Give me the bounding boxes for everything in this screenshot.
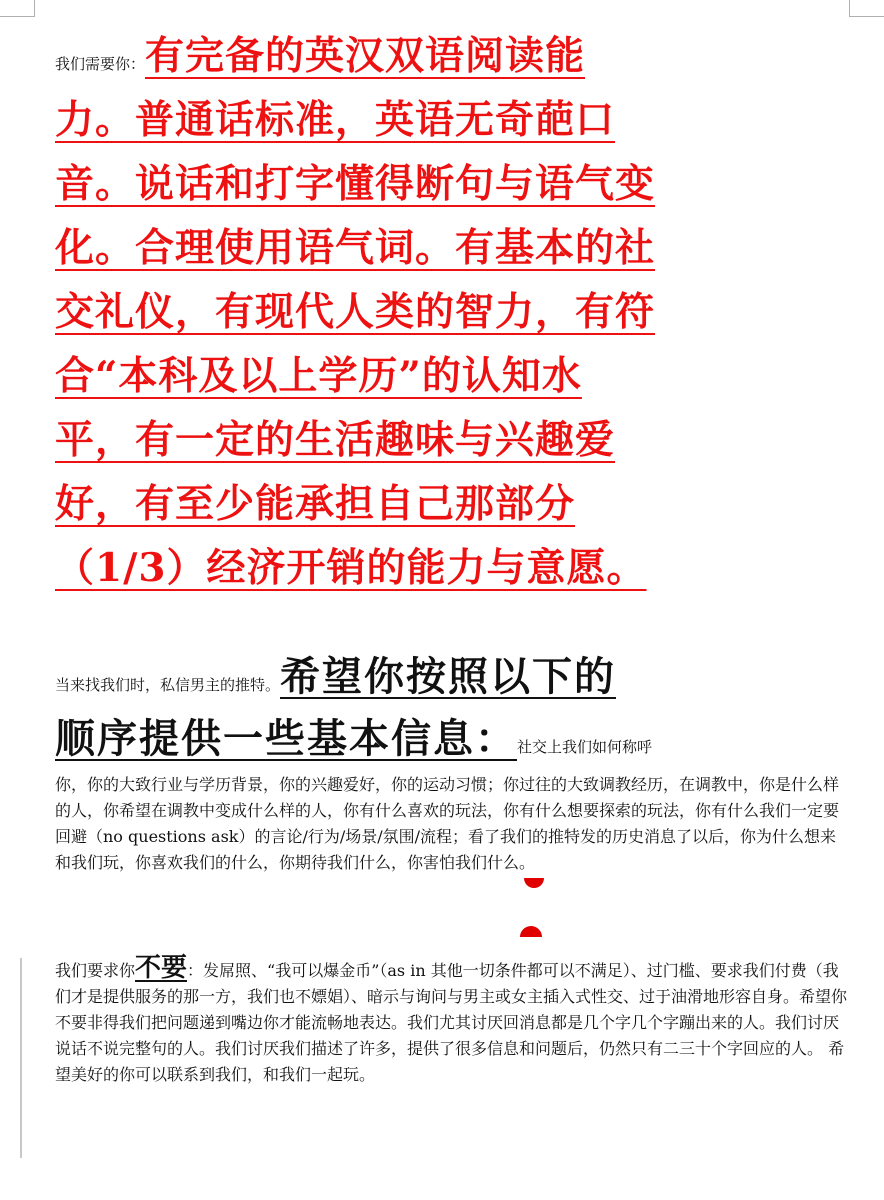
- req-prefix: 我们要求你: [55, 961, 136, 980]
- comment-marker-icon[interactable]: [524, 878, 544, 888]
- info-section: [55, 646, 850, 876]
- red-line-5: 交礼仪，有现代人类的智力，有符: [55, 289, 656, 335]
- red-line-1: 有完备的英汉双语阅读能: [145, 33, 586, 79]
- prohibitions-section: [55, 955, 850, 1088]
- red-line-8: 好，有至少能承担自己那部分: [55, 481, 576, 527]
- red-line-2: 力。普通话标准，英语无奇葩口: [55, 97, 616, 143]
- comment-marker-icon[interactable]: [520, 926, 542, 937]
- info-tail: 社交上我们如何称呼: [517, 738, 653, 756]
- red-line-6: 合“本科及以上学历”的认知水: [55, 353, 582, 399]
- req-emphasis: 不要: [135, 953, 188, 983]
- intro-label: 我们需要你：: [55, 55, 146, 73]
- change-bar: [20, 958, 22, 1158]
- red-line-3: 音。说话和打字懂得断句与语气变: [55, 161, 656, 207]
- page-corner-mark: [0, 0, 35, 17]
- info-paragraph: 你，你的大致行业与学历背景，你的兴趣爱好，你的运动习惯；你过往的大致调教经历，在调教中，你是什么样的人，你希望在调教中变成什么样的人，你有什么喜欢的玩法，你有什么想要探索的玩法，你有什么我们一定要回避（no questions ask）的言论/行为/场景/氛围/流程；看了我们的推特发的历史消息了以后，你为什么想来和我们玩，你喜欢我们的什么，你期待我们什么，你害怕我们什么。: [55, 775, 840, 872]
- dm-note: 当来找我们时，私信男主的推特。: [55, 676, 281, 694]
- req-text: ：发屌照、“我可以爆金币”（as in 其他一切条件都可以不满足）、过门槛、要求我们付费（我们才是提供服务的那一方，我们也不嫖娼）、暗示与询问与男主或女主插入式性交、过于油滑地形容自身。希望你不要非得我们把问题递到嘴边你才能流畅地表达。我们尤其讨厌回消息都是几个字几个字蹦出来的人。我们讨厌说话不说完整句的人。我们讨厌我们描述了许多，提供了很多信息和问题后，仍然只有二三十个字回应的人。 希望美好的你可以联系到我们，和我们一起玩。: [55, 961, 848, 1084]
- red-line-7: 平，有一定的生活趣味与兴趣爱: [55, 417, 616, 463]
- page-corner-mark: [849, 0, 884, 17]
- requirements-section: [55, 24, 845, 600]
- red-line-4: 化。合理使用语气词。有基本的社: [55, 225, 656, 271]
- red-line-9: （1/3）经济开销的能力与意愿。: [55, 545, 647, 591]
- big-heading-line-2: 顺序提供一些基本信息：: [55, 715, 517, 762]
- big-heading-line-1: 希望你按照以下的: [280, 653, 617, 700]
